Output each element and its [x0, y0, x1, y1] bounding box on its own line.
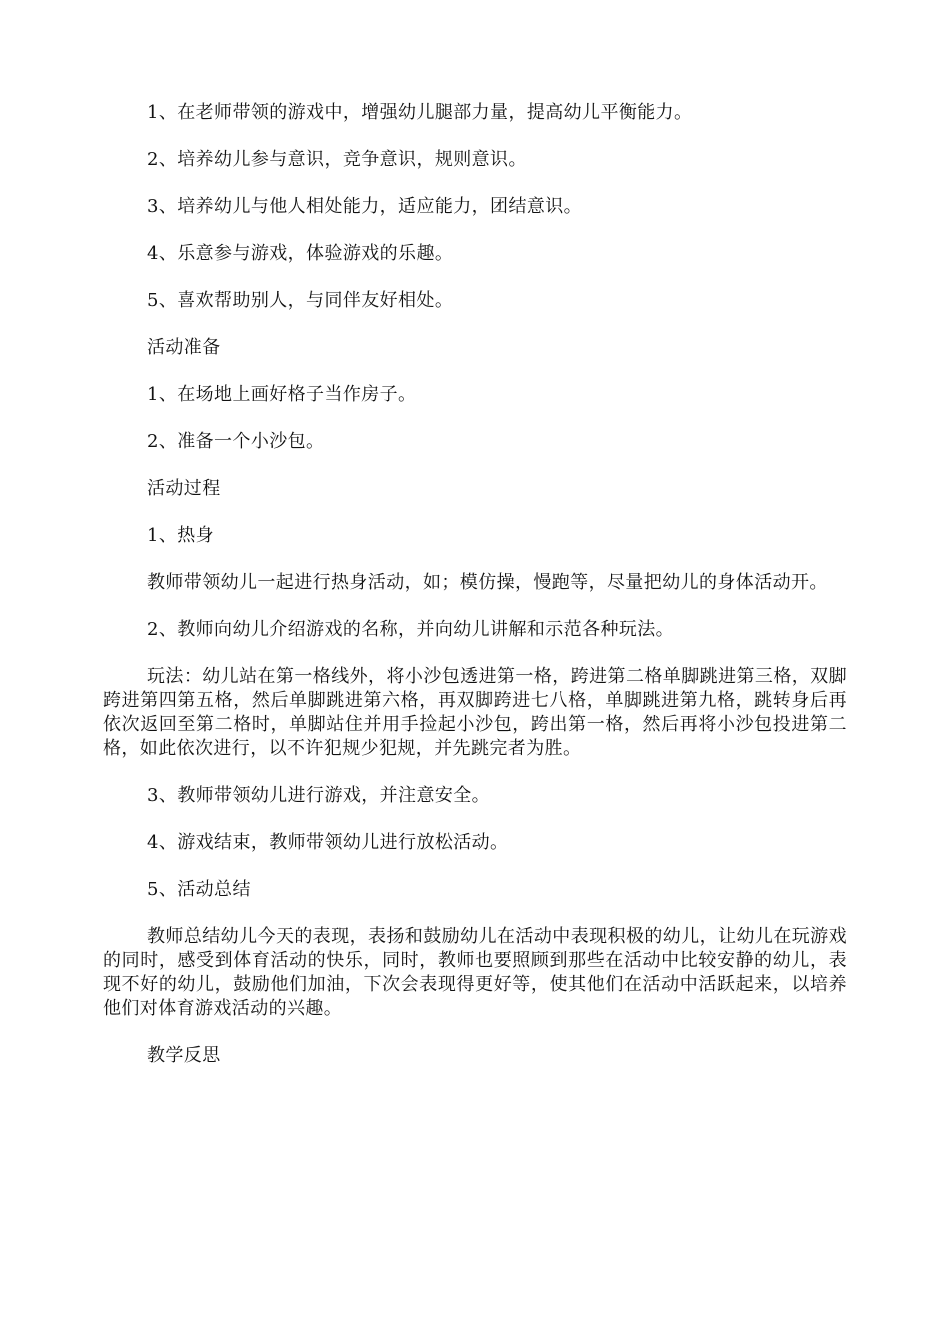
process-step-4: 4、游戏结束，教师带领幼儿进行放松活动。 — [147, 832, 509, 853]
preparation-item-2: 2、准备一个小沙包。 — [147, 431, 325, 452]
process-step-1-title: 1、热身 — [147, 525, 215, 546]
goal-item-1: 1、在老师带领的游戏中，增强幼儿腿部力量，提高幼儿平衡能力。 — [147, 102, 693, 123]
document-body — [103, 101, 847, 1091]
preparation-item-1: 1、在场地上画好格子当作房子。 — [147, 384, 417, 405]
section-heading-preparation: 活动准备 — [147, 337, 221, 358]
section-heading-reflection: 教学反思 — [147, 1045, 221, 1066]
game-rules-text: 玩法：幼儿站在第一格线外，将小沙包透进第一格，跨进第二格单脚跳进第三格，双脚跨进第四第五格，然后单脚跳进第六格，再双脚跨进七八格，单脚跳进第九格，跳转身后再依次返回至第二格时，单脚站住并用手捡起小沙包，跨出第一格，然后再将小沙包投进第二格，如此依次进行，以不许犯规少犯规，并先跳完者为胜。 — [103, 666, 847, 759]
goal-item-2: 2、培养幼儿参与意识，竞争意识，规则意识。 — [147, 149, 527, 170]
process-step-1-text: 教师带领幼儿一起进行热身活动，如；模仿操，慢跑等，尽量把幼儿的身体活动开。 — [147, 572, 828, 593]
goal-item-5: 5、喜欢帮助别人，与同伴友好相处。 — [147, 290, 454, 311]
section-heading-process: 活动过程 — [147, 478, 221, 499]
goal-item-4: 4、乐意参与游戏，体验游戏的乐趣。 — [147, 243, 454, 264]
process-step-2: 2、教师向幼儿介绍游戏的名称，并向幼儿讲解和示范各种玩法。 — [147, 619, 675, 640]
process-step-3: 3、教师带领幼儿进行游戏，并注意安全。 — [147, 785, 491, 806]
summary-text: 教师总结幼儿今天的表现，表扬和鼓励幼儿在活动中表现积极的幼儿，让幼儿在玩游戏的同时，感受到体育活动的快乐，同时，教师也要照顾到那些在活动中比较安静的幼儿，表现不好的幼儿，鼓励他们加油，下次会表现得更好等，使其他们在活动中活跃起来，以培养他们对体育游戏活动的兴趣。 — [103, 926, 847, 1019]
goal-item-3: 3、培养幼儿与他人相处能力，适应能力，团结意识。 — [147, 196, 583, 217]
process-step-5-title: 5、活动总结 — [147, 879, 251, 900]
